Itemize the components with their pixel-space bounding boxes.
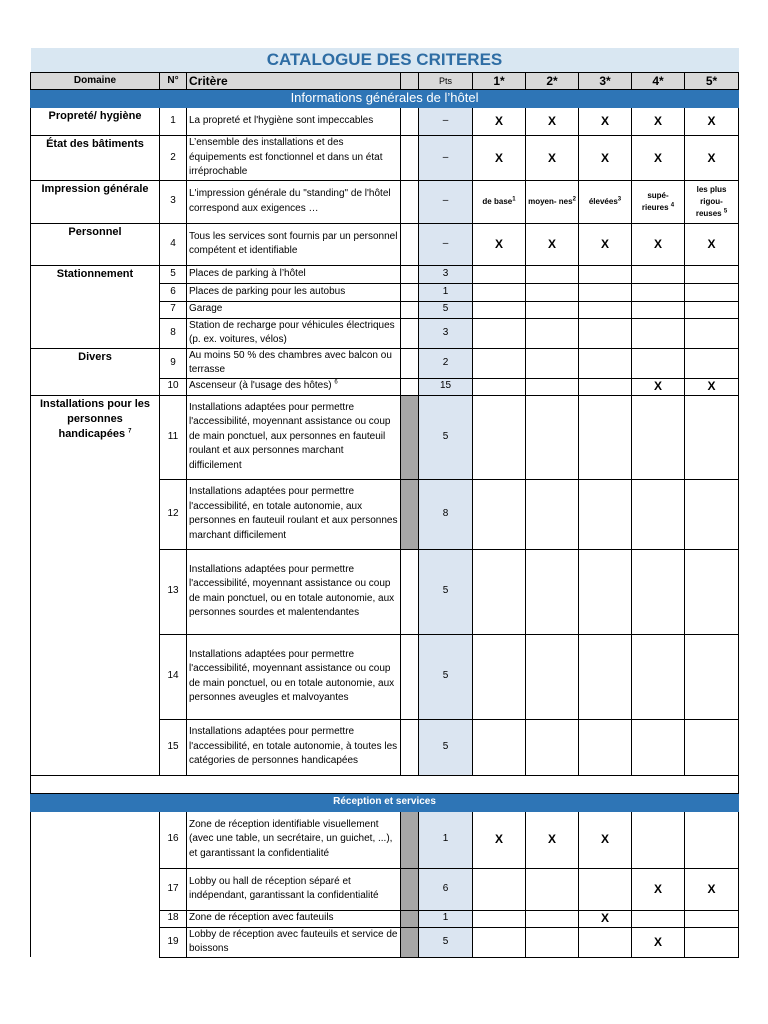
row-number: 6 <box>160 283 187 301</box>
star-cell <box>579 318 632 348</box>
mark-4-star: X <box>632 927 685 957</box>
points-cell: 5 <box>419 719 473 775</box>
row-number: 2 <box>160 136 187 181</box>
header-critere: Critère <box>187 73 401 90</box>
star-cell <box>473 549 526 634</box>
star-cell <box>632 479 685 549</box>
mark-2-star: X <box>526 108 579 136</box>
grey-marker <box>401 395 419 479</box>
row-number: 5 <box>160 265 187 283</box>
header-5-star: 5* <box>685 73 739 90</box>
table-row <box>31 136 739 181</box>
mark-1-star: X <box>473 811 526 868</box>
star-cell <box>579 301 632 318</box>
row-number: 12 <box>160 479 187 549</box>
table-row <box>31 223 739 265</box>
domain-handicap: Installations pour les personnes handicapées $^7$ <box>31 395 160 775</box>
header-1-star: 1* <box>473 73 526 90</box>
spacer-cell <box>401 634 419 719</box>
mark-2-star: X <box>526 223 579 265</box>
star-cell <box>526 719 579 775</box>
spacer-cell <box>401 348 419 378</box>
mark-1-star: X <box>473 223 526 265</box>
row-number: 13 <box>160 549 187 634</box>
points-cell: – <box>419 108 473 136</box>
star-cell <box>473 301 526 318</box>
level-1-star: de base$^1$ <box>473 180 526 223</box>
star-cell <box>526 910 579 927</box>
star-cell <box>632 549 685 634</box>
star-cell <box>579 283 632 301</box>
level-4-star: supé- rieures $^4$ <box>632 180 685 223</box>
star-cell <box>632 719 685 775</box>
star-cell <box>579 927 632 957</box>
star-cell <box>526 927 579 957</box>
star-cell <box>685 318 739 348</box>
criterion-text: L’ensemble des installations et des équipements est fonctionnel et dans un état irréprochable <box>187 136 401 181</box>
star-cell <box>632 265 685 283</box>
star-cell <box>685 283 739 301</box>
row-number: 10 <box>160 378 187 395</box>
points-cell: 5 <box>419 301 473 318</box>
star-cell <box>579 719 632 775</box>
row-number: 9 <box>160 348 187 378</box>
star-cell <box>526 549 579 634</box>
star-cell <box>526 318 579 348</box>
row-number: 19 <box>160 927 187 957</box>
domain-divers: Divers <box>31 348 160 395</box>
star-cell <box>685 634 739 719</box>
spacer-cell <box>401 301 419 318</box>
criterion-text: Installations adaptées pour permettre l'accessibilité, moyennant assistance ou coup de main ponctuel, ou en totale autonomie, aux personnes aveugles et malvoyantes <box>187 634 401 719</box>
star-cell <box>526 395 579 479</box>
criterion-text: Ascenseur (à l'usage des hôtes) $^6$ <box>187 378 401 395</box>
points-cell: 8 <box>419 479 473 549</box>
criterion-text: Installations adaptées pour permettre l'accessibilité, moyennant assistance ou coup de main ponctuel, ou en totale autonomie, aux personnes sourdes et malentendantes <box>187 549 401 634</box>
criterion-text: Zone de réception identifiable visuellement (avec une table, un secrétaire, un guichet, ...), et garantissant la confidentialité <box>187 811 401 868</box>
spacer-row <box>31 775 739 793</box>
row-number: 4 <box>160 223 187 265</box>
mark-4-star: X <box>632 108 685 136</box>
star-cell <box>685 811 739 868</box>
table-row <box>31 811 739 868</box>
mark-4-star: X <box>632 868 685 910</box>
header-pts: Pts <box>419 73 473 90</box>
star-cell <box>579 378 632 395</box>
domain-impression: Impression générale <box>31 180 160 223</box>
points-cell: 15 <box>419 378 473 395</box>
criterion-text: Zone de réception avec fauteuils <box>187 910 401 927</box>
star-cell <box>473 927 526 957</box>
mark-3-star: X <box>579 223 632 265</box>
star-cell <box>685 395 739 479</box>
row-number: 15 <box>160 719 187 775</box>
points-cell: 3 <box>419 318 473 348</box>
points-cell: 3 <box>419 265 473 283</box>
points-cell: 5 <box>419 395 473 479</box>
table-row <box>31 348 739 378</box>
header-row <box>31 73 739 90</box>
header-3-star: 3* <box>579 73 632 90</box>
mark-5-star: X <box>685 223 739 265</box>
star-cell <box>473 318 526 348</box>
star-cell <box>526 634 579 719</box>
section-general: Informations générales de l’hôtel <box>31 90 739 108</box>
row-number: 18 <box>160 910 187 927</box>
star-cell <box>526 348 579 378</box>
row-number: 1 <box>160 108 187 136</box>
star-cell <box>632 910 685 927</box>
mark-4-star: X <box>632 136 685 181</box>
level-5-star: les plus rigou- reuses $^5$ <box>685 180 739 223</box>
domain-reception-empty <box>31 811 160 957</box>
grey-marker <box>401 927 419 957</box>
table-row <box>31 108 739 136</box>
star-cell <box>685 719 739 775</box>
grey-marker <box>401 910 419 927</box>
mark-5-star: X <box>685 108 739 136</box>
star-cell <box>473 395 526 479</box>
mark-3-star: X <box>579 811 632 868</box>
criterion-text: Au moins 50 % des chambres avec balcon ou terrasse <box>187 348 401 378</box>
criterion-text: Places de parking à l’hôtel <box>187 265 401 283</box>
spacer-cell <box>401 378 419 395</box>
criterion-text: L'impression générale du "standing" de l'hôtel correspond aux exigences … <box>187 180 401 223</box>
row-number: 7 <box>160 301 187 318</box>
mark-3-star: X <box>579 136 632 181</box>
header-no: N° <box>160 73 187 90</box>
star-cell <box>473 479 526 549</box>
spacer-cell <box>401 180 419 223</box>
mark-3-star: X <box>579 910 632 927</box>
grey-marker <box>401 811 419 868</box>
level-2-star: moyen- nes$^2$ <box>526 180 579 223</box>
spacer-cell <box>401 283 419 301</box>
domain-personnel: Personnel <box>31 223 160 265</box>
star-cell <box>526 283 579 301</box>
points-cell: 1 <box>419 283 473 301</box>
star-cell <box>526 479 579 549</box>
mark-5-star: X <box>685 378 739 395</box>
criterion-text: Places de parking pour les autobus <box>187 283 401 301</box>
star-cell <box>685 479 739 549</box>
table-row <box>31 265 739 283</box>
star-cell <box>473 719 526 775</box>
level-3-star: élevées$^3$ <box>579 180 632 223</box>
star-cell <box>473 265 526 283</box>
row-number: 14 <box>160 634 187 719</box>
star-cell <box>632 634 685 719</box>
points-cell: – <box>419 223 473 265</box>
spacer-cell <box>401 108 419 136</box>
spacer-cell <box>401 223 419 265</box>
points-cell: 5 <box>419 927 473 957</box>
star-cell <box>632 811 685 868</box>
spacer-cell <box>401 318 419 348</box>
star-cell <box>685 301 739 318</box>
criteria-sheet <box>30 48 739 958</box>
mark-3-star: X <box>579 108 632 136</box>
points-cell: 1 <box>419 910 473 927</box>
criterion-text: Installations adaptées pour permettre l'accessibilité, moyennant assistance ou coup de main ponctuel, aux personnes en fauteuil roulant et aux personnes marchant difficilement <box>187 395 401 479</box>
star-cell <box>473 868 526 910</box>
header-4-star: 4* <box>632 73 685 90</box>
points-cell: 5 <box>419 549 473 634</box>
star-cell <box>632 301 685 318</box>
spacer-cell <box>401 719 419 775</box>
criterion-text: Garage <box>187 301 401 318</box>
empty-row <box>31 775 739 793</box>
star-cell <box>579 479 632 549</box>
star-cell <box>473 378 526 395</box>
mark-1-star: X <box>473 108 526 136</box>
star-cell <box>473 283 526 301</box>
section-reception: Réception et services <box>31 793 739 811</box>
points-cell: 1 <box>419 811 473 868</box>
page-title: CATALOGUE DES CRITERES <box>31 48 739 73</box>
criterion-text: Lobby ou hall de réception séparé et indépendant, garantissant la confidentialité <box>187 868 401 910</box>
spacer-cell <box>401 136 419 181</box>
table-row <box>31 180 739 223</box>
grey-marker <box>401 868 419 910</box>
star-cell <box>579 348 632 378</box>
mark-4-star: X <box>632 223 685 265</box>
points-cell: 6 <box>419 868 473 910</box>
star-cell <box>685 549 739 634</box>
criterion-text: Installations adaptées pour permettre l'accessibilité, en totale autonomie, aux personnes en fauteuil roulant et aux personnes marchant difficilement <box>187 479 401 549</box>
mark-4-star: X <box>632 378 685 395</box>
criterion-text: Station de recharge pour véhicules électriques (p. ex. voitures, vélos) <box>187 318 401 348</box>
star-cell <box>685 265 739 283</box>
star-cell <box>473 910 526 927</box>
mark-1-star: X <box>473 136 526 181</box>
spacer-cell <box>401 265 419 283</box>
star-cell <box>526 301 579 318</box>
star-cell <box>632 395 685 479</box>
criterion-text: Tous les services sont fournis par un personnel compétent et identifiable <box>187 223 401 265</box>
star-cell <box>526 868 579 910</box>
domain-etat: État des bâtiments <box>31 136 160 181</box>
star-cell <box>632 283 685 301</box>
header-domaine: Domaine <box>31 73 160 90</box>
star-cell <box>632 318 685 348</box>
row-number: 11 <box>160 395 187 479</box>
spacer-cell <box>401 549 419 634</box>
criteria-table <box>30 48 739 958</box>
points-cell: – <box>419 136 473 181</box>
star-cell <box>632 348 685 378</box>
star-cell <box>526 378 579 395</box>
criterion-text: La propreté et l'hygiène sont impeccables <box>187 108 401 136</box>
mark-5-star: X <box>685 136 739 181</box>
star-cell <box>579 868 632 910</box>
header-spacer <box>401 73 419 90</box>
star-cell <box>526 265 579 283</box>
points-cell: 5 <box>419 634 473 719</box>
table-row <box>31 395 739 479</box>
header-2-star: 2* <box>526 73 579 90</box>
star-cell <box>579 265 632 283</box>
grey-marker <box>401 479 419 549</box>
domain-proprete: Propreté/ hygiène <box>31 108 160 136</box>
star-cell <box>473 634 526 719</box>
star-cell <box>685 910 739 927</box>
points-cell: 2 <box>419 348 473 378</box>
star-cell <box>473 348 526 378</box>
criterion-text: Installations adaptées pour permettre l'accessibilité, en totale autonomie, à toutes les catégories de personnes handicapées <box>187 719 401 775</box>
row-number: 16 <box>160 811 187 868</box>
mark-5-star: X <box>685 868 739 910</box>
row-number: 3 <box>160 180 187 223</box>
star-cell <box>579 549 632 634</box>
row-number: 8 <box>160 318 187 348</box>
star-cell <box>685 348 739 378</box>
points-cell: – <box>419 180 473 223</box>
star-cell <box>579 634 632 719</box>
criterion-text: Lobby de réception avec fauteuils et service de boissons <box>187 927 401 957</box>
domain-stationnement: Stationnement <box>31 265 160 348</box>
mark-2-star: X <box>526 136 579 181</box>
mark-2-star: X <box>526 811 579 868</box>
row-number: 17 <box>160 868 187 910</box>
star-cell <box>579 395 632 479</box>
star-cell <box>685 927 739 957</box>
